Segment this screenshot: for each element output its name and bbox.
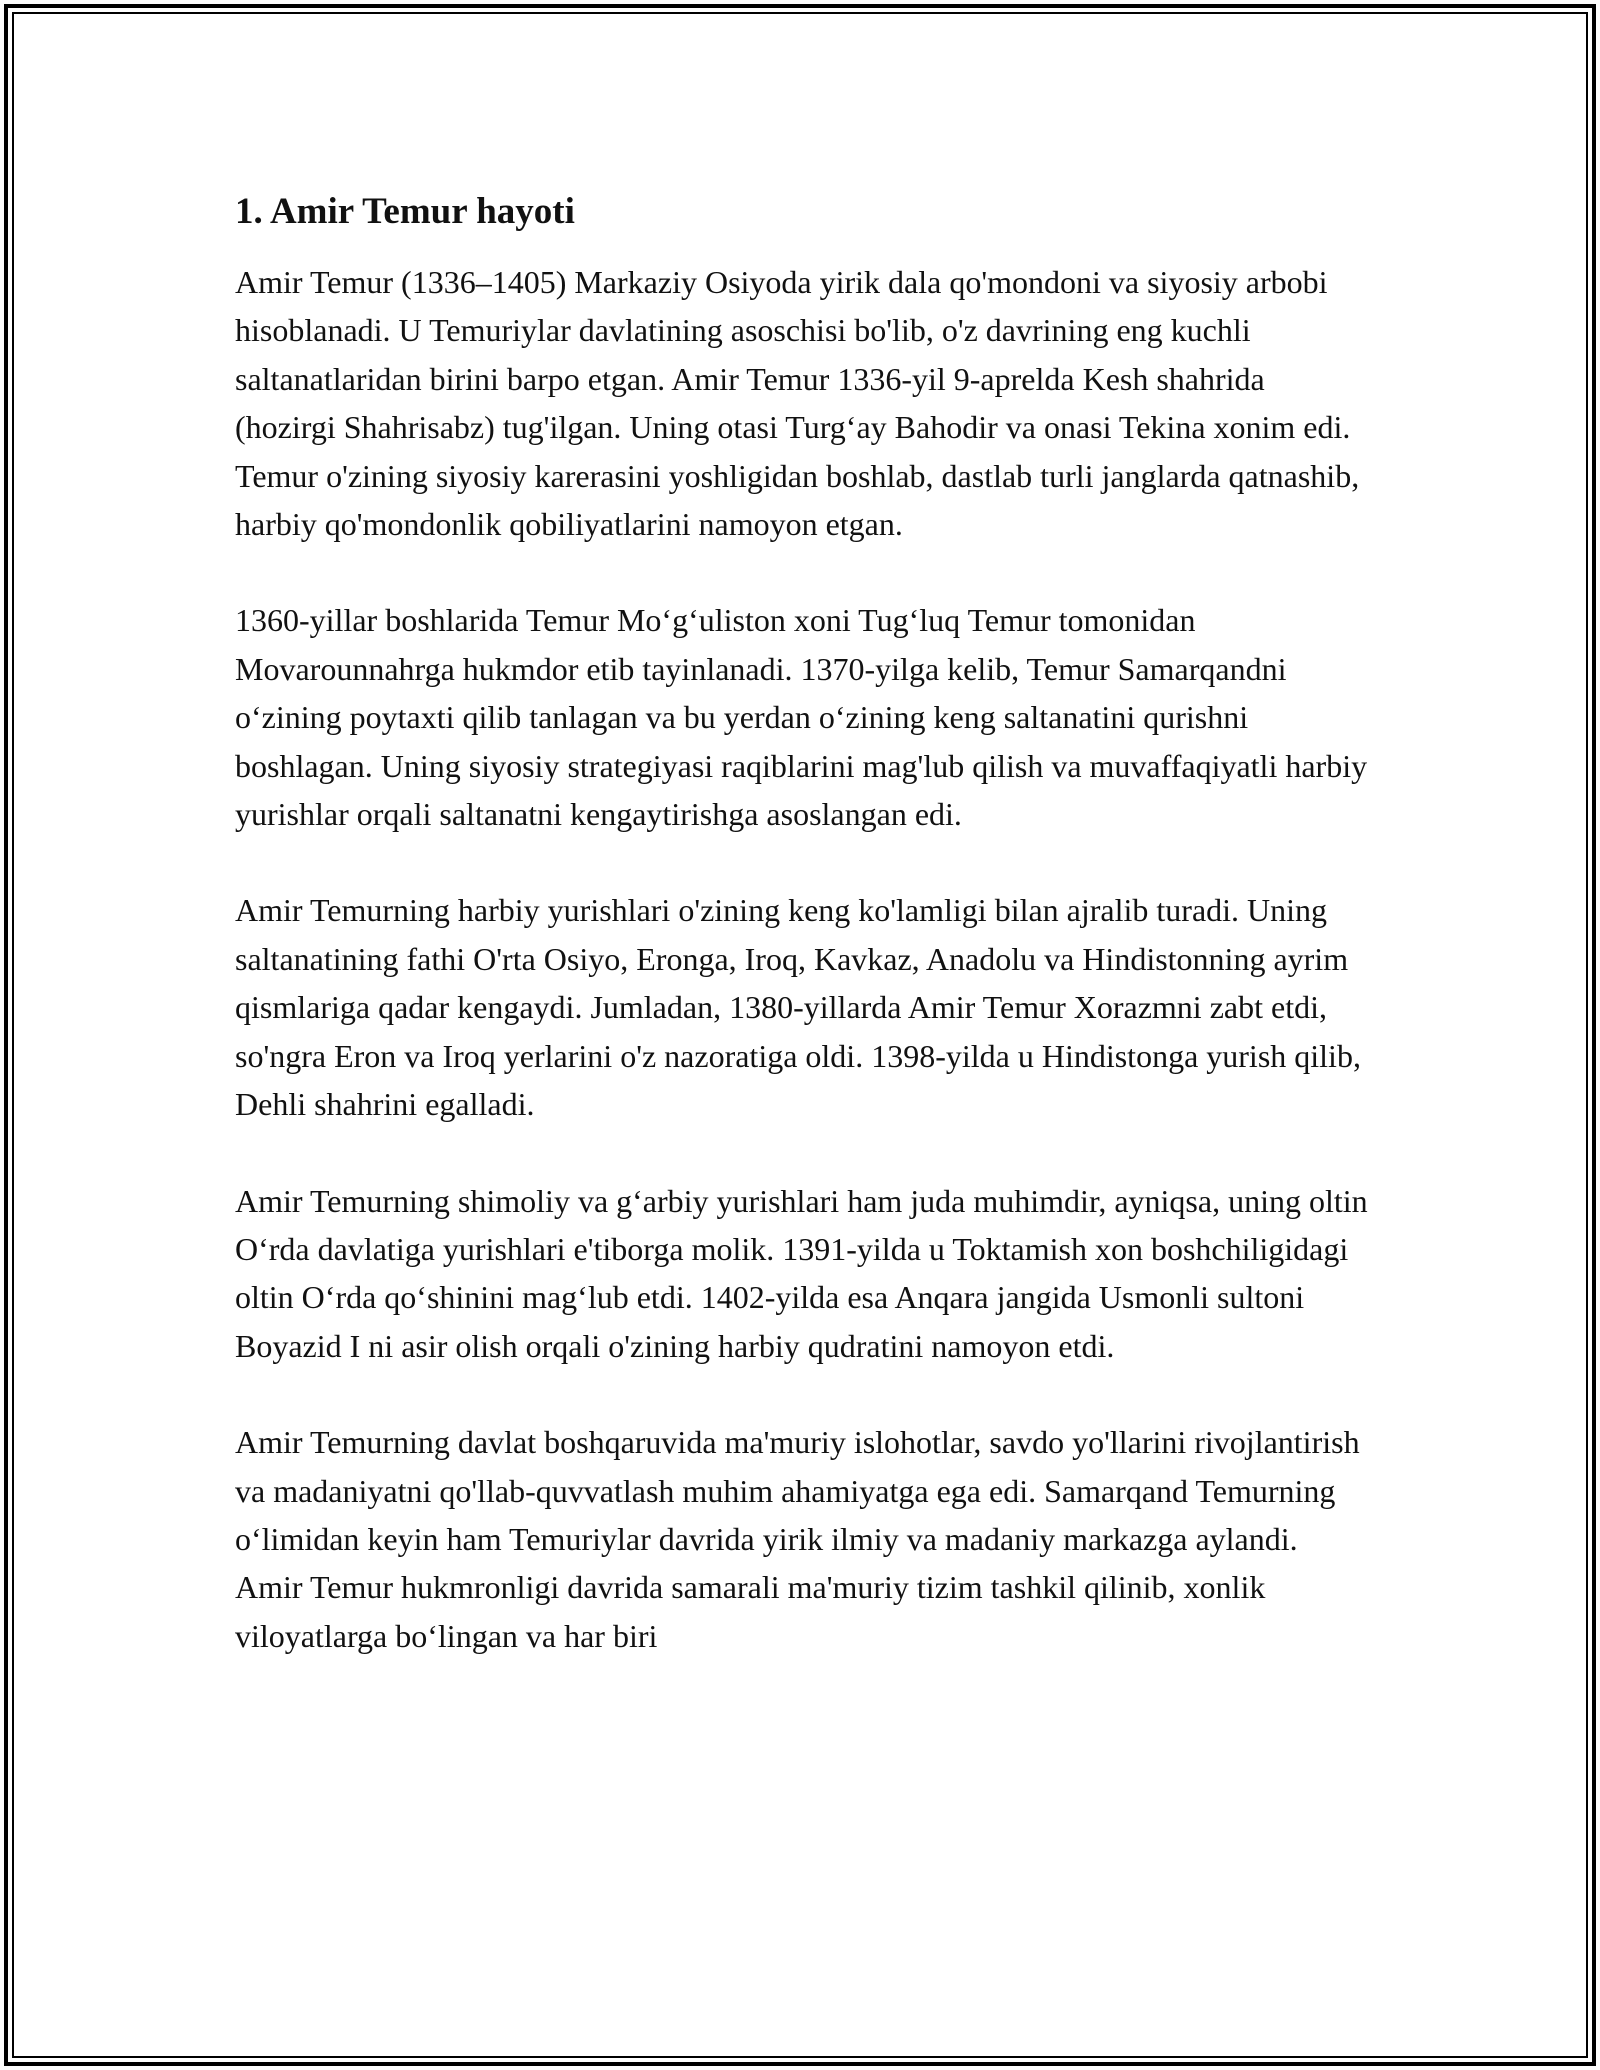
paragraph-1: Amir Temur (1336–1405) Markaziy Osiyoda yirik dala qo'mondoni va siyosiy arbobi hisoblanadi. U Temuriylar davlatining asoschisi bo'lib, o'z davrining eng kuchli saltanatlaridan birini barpo etgan. Amir Temur 1336-yil 9-aprelda Kesh shahrida (hozirgi Shahrisabz) tug'ilgan. Uning otasi Turg‘ay Bahodir va onasi Tekina xonim edi. Temur o'zining siyosiy karerasini yoshligidan boshlab, dastlab turli janglarda qatnashib, harbiy qo'mondonlik qobiliyatlarini namoyon etgan. <box>235 264 1360 543</box>
paragraph-3: Amir Temurning harbiy yurishlari o'zining keng ko'lamligi bilan ajralib turadi. Uning saltanatining fathi O'rta Osiyo, Eronga, Iroq, Kavkaz, Anadolu va Hindistonning ayrim qismlariga qadar kengaydi. Jumladan, 1380-yillarda Amir Temur Xorazmni zabt etdi, so'ngra Eron va Iroq yerlarini o'z nazoratiga oldi. 1398-yilda u Hindistonga yurish qilib, Dehli shahrini egalladi. <box>235 892 1361 1123</box>
paragraph-4: Amir Temurning shimoliy va g‘arbiy yurishlari ham juda muhimdir, ayniqsa, uning oltin O‘rda davlatiga yurishlari e'tiborga molik. 1391-yilda u Toktamish xon boshchiligidagi oltin O‘rda qo‘shinini mag‘lub etdi. 1402-yilda esa Anqara jangida Usmonli sultoni Boyazid I ni asir olish orqali o'zining harbiy qudratini namoyon etdi. <box>235 1182 1368 1364</box>
document-body <box>235 188 1370 1708</box>
section-heading: 1. Amir Temur hayoti <box>235 191 575 232</box>
paragraph-5: Amir Temurning davlat boshqaruvida ma'muriy islohotlar, savdo yo'llarini rivojlantirish va madaniyatni qo'llab-quvvatlash muhim ahamiyatga ega edi. Samarqand Temurning o‘limidan keyin ham Temuriylar davrida yirik ilmiy va madaniy markazga aylandi. Amir Temur hukmronligi davrida samarali ma'muriy tizim tashkil qilinib, xonlik viloyatlarga bo‘lingan va har biri <box>235 1424 1360 1654</box>
paragraph-2: 1360-yillar boshlarida Temur Mo‘g‘uliston xoni Tug‘luq Temur tomonidan Movarounnahrga hukmdor etib tayinlanadi. 1370-yilga kelib, Temur Samarqandni o‘zining poytaxti qilib tanlagan va bu yerdan o‘zining keng saltanatini qurishni boshlagan. Uning siyosiy strategiyasi raqiblarini mag'lub qilish va muvaffaqiyatli harbiy yurishlar orqali saltanatni kengaytirishga asoslangan edi. <box>235 602 1368 833</box>
